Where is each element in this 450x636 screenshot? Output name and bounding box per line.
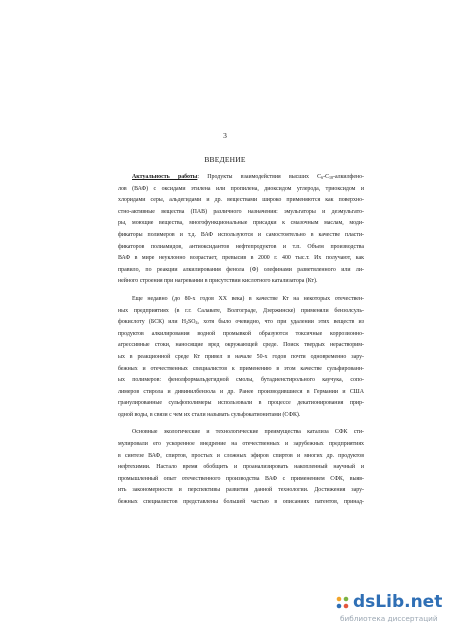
dslib-watermark-logo — [336, 592, 446, 632]
subscript: 4 — [195, 320, 198, 326]
paragraph-1-line: лов (ВАФ) с оксидами этилена или пропилена, диоксидом углерода, триоксидом и — [118, 185, 364, 192]
label-relevance: Актуальность работы — [132, 174, 198, 180]
paragraph-2-line: Еще недавно (до 80-х годов XX века) в качестве Кт на некоторых отечествен- — [132, 295, 364, 302]
dots-logo-icon — [336, 596, 349, 609]
paragraph-2-line: бежных и отечественных специалистов к применению в этом качестве сульфированн- — [118, 365, 364, 372]
paragraph-2-line: лимеров стирола и дивинилбензола и др. Ранее производившиеся в Германии и США — [118, 388, 364, 395]
text-fragment: -алкилфено- — [333, 174, 365, 180]
text-fragment: SO — [188, 319, 196, 326]
paragraph-2-line-formula — [118, 317, 364, 329]
paragraph-3-line: нефтехимии. Настало время обобщить и проанализировать накопленный научный и — [118, 464, 364, 471]
paragraph-3-line: бежных специалистов представлены большей частью в описаниях патентов, принад- — [118, 499, 364, 506]
paragraph-2-line: агрессивные стоки, наносящие вред окружающей среде. Поиск твердых нерастворим- — [118, 342, 364, 349]
paragraph-2-line: ых полимеров: фенолформальдегидной смолы, бутадиенстирольного каучука, сопо- — [118, 377, 364, 384]
paragraph-1-line: ры, моющие вещества, многофункциональные присадки к смазочным маслам, моди- — [118, 220, 364, 227]
text-fragment: -С — [323, 174, 329, 180]
paragraph-3-line: Основные экологические и технологические преимущества катализа СФК сти- — [132, 429, 364, 436]
paragraph-1-line: хлоридами серы, альдегидами и др. веществами широко применяются как поверхно- — [118, 197, 364, 204]
paragraph-1-line: ВАФ в мире неуклонно возрастает, превысив в 2000 г. 400 тыс.т. Их получают, как — [118, 255, 364, 262]
body-text — [118, 172, 364, 509]
paragraph-1-line: фикаторы полимеров и т.д. ВАФ используются и самостоятельно в качестве пласти- — [118, 231, 364, 238]
paragraph-1-line: нейного строения при нагревании в присутствии кислотного катализатора (Кт). — [118, 278, 318, 285]
paragraph-3-line: промышленный опыт отечественного производства ВАФ с применением СФК, выяв- — [118, 475, 364, 482]
paragraph-1-line: стно-активные вещества (ПАВ) различного назначения: эмульгаторы и деэмульгато- — [118, 208, 364, 215]
paragraph-2-line: продуктов алкилирования водной промывкой образуются токсичные коррозионно- — [118, 330, 364, 337]
watermark-subtitle: библиотека диссертаций — [340, 614, 438, 623]
section-heading: ВВЕДЕНИЕ — [204, 155, 246, 164]
paragraph-3-line: мулировали его ускоренное внедрение на отечественных и зарубежных предприятиях — [118, 441, 364, 448]
paragraph-2-line: одной воды, в связи с чем их стали называть сульфокатионитами (СФК). — [118, 411, 301, 418]
paragraph-3-line: ить закономерности и перспективы развития данной технологии. Достижения зару- — [118, 487, 364, 494]
page-number: 3 — [223, 131, 227, 140]
paragraph-2-line: ых в реакционной среде Кт привел в начале 50-х годов почти одновременно зару- — [118, 353, 364, 360]
subscript: 6 — [321, 175, 324, 180]
paragraph-2-line: ных предприятиях (в г.г. Салавате, Волгограде, Дзержинске) применяли бензолсуль- — [118, 307, 364, 314]
paragraph-1-line-1 — [118, 172, 364, 184]
watermark-title: dsLib.net — [353, 592, 443, 612]
paragraph-2-line: гранулированные сульфополимеры использовали в процессе декатионирования прир- — [118, 400, 364, 407]
paragraph-1-line: фикаторов полиамидов, антиоксидантов нефтепродуктов и т.п. Объем производства — [118, 243, 364, 250]
subscript: 2 — [186, 320, 189, 326]
text-fragment: , хотя было очевидно, что при удалении этих веществ из — [197, 319, 364, 326]
text-fragment: : Продукты взаимодействия высших С — [197, 174, 322, 180]
paragraph-1-line: правило, по реакции алкилирования фенола (Ф) олефинами разветвленного или ли- — [118, 266, 364, 273]
text-fragment: фокислоту (БСК) или H — [118, 319, 187, 326]
paragraph-3-line: в синтезе ВАФ, спиртов, простых и сложных эфиров спиртов и многих др. продуктов — [118, 452, 364, 459]
subscript: 18 — [329, 175, 333, 180]
